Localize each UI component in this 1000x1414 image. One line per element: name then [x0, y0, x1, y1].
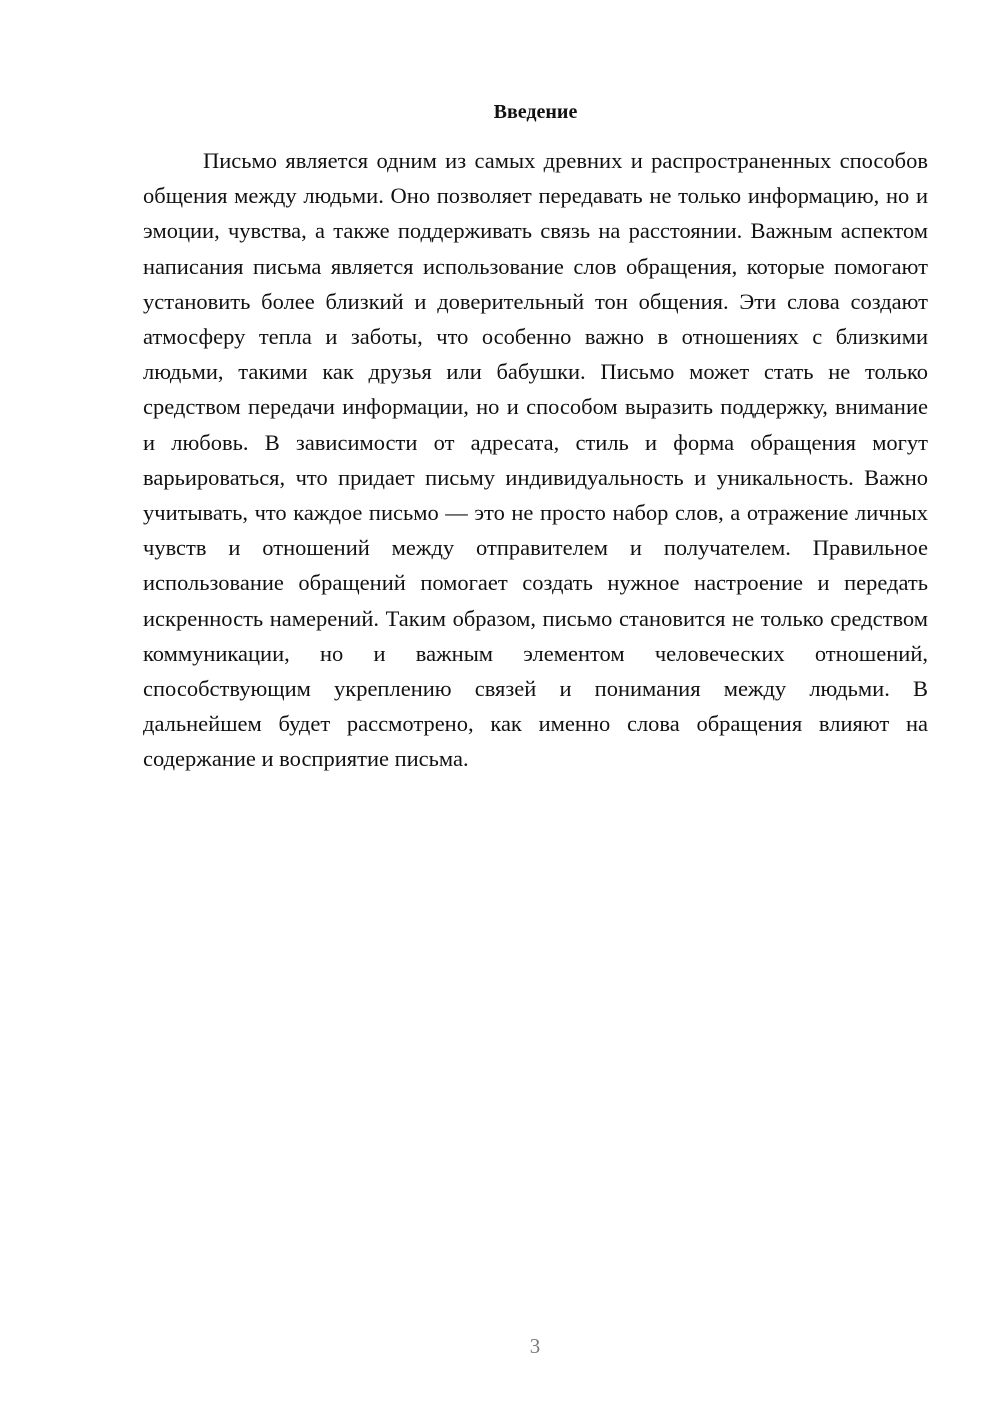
section-heading: Введение	[493, 101, 578, 123]
body-paragraph: Письмо является одним из самых древних и распространенных способов общения между людьми. Оно позволяет передавать не только информацию, но и эмоции, чувства, а также поддерживать связь на расстоянии. Важным аспектом написания письма является использование слов обращения, которые помогают установить более близкий и доверительный тон общения. Эти слова создают атмосферу тепла и заботы, что особенно важно в отношениях с близкими людьми, такими как друзья или бабушки. Письмо может стать не только средством передачи информации, но и способом выразить поддержку, внимание и любовь. В зависимости от адресата, стиль и форма обращения могут варьироваться, что придает письму индивидуальность и уникальность. Важно учитывать, что каждое письмо — это не просто набор слов, а отражение личных чувств и отношений между отправителем и получателем. Правильное использование обращений помогает создать нужное настроение и передать искренность намерений. Таким образом, письмо становится не только средством коммуникации, но и важным элементом человеческих отношений, способствующим укреплению связей и понимания между людьми. В дальнейшем будет рассмотрено, как именно слова обращения влияют на содержание и восприятие письма.	[143, 148, 928, 772]
page-number: 3	[529, 1334, 541, 1358]
